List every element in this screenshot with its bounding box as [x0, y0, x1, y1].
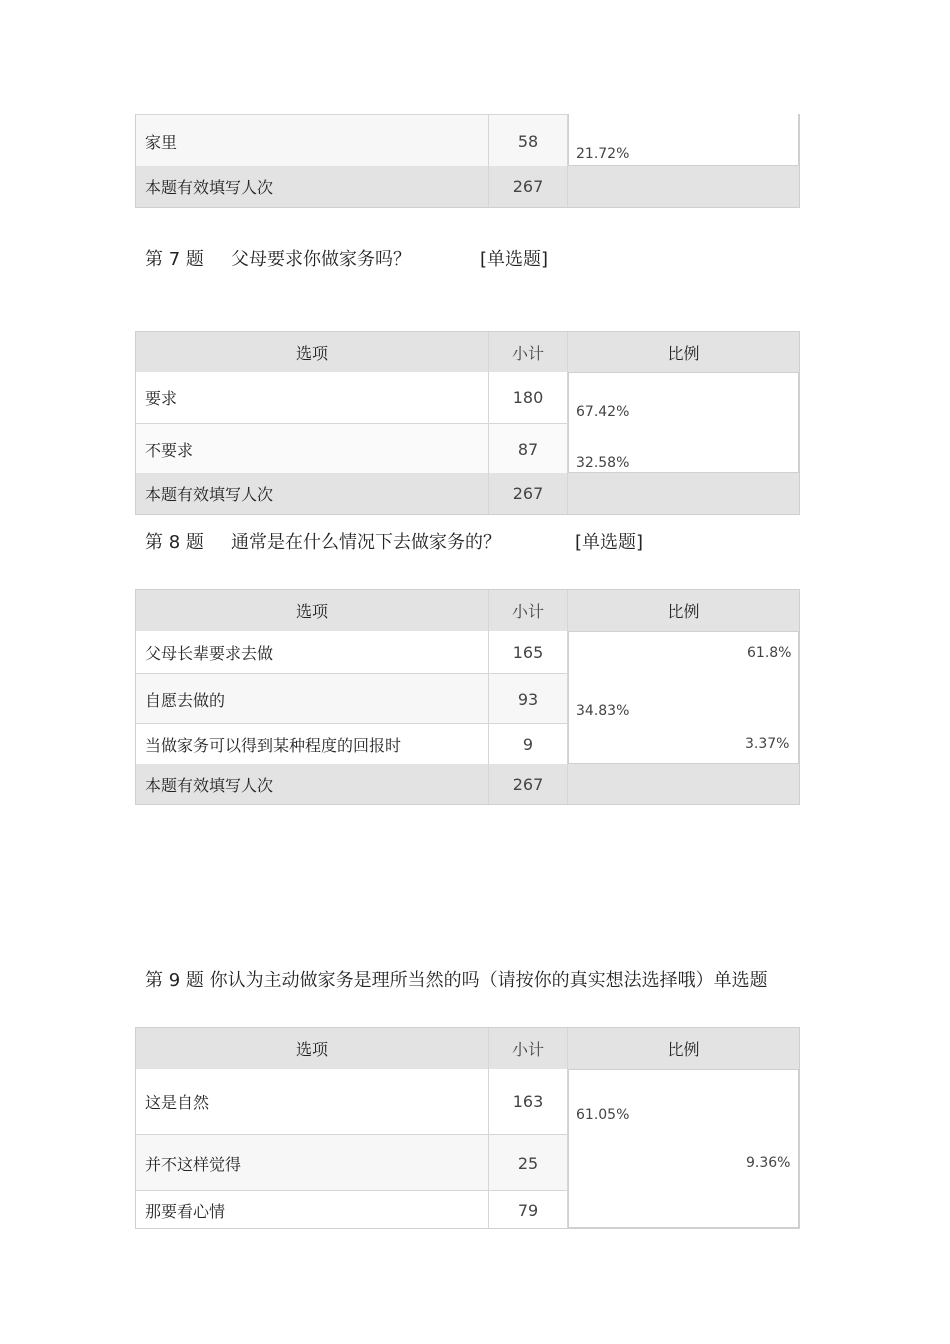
- option-count: 180: [488, 372, 568, 423]
- table-header: [136, 590, 799, 631]
- question-type: [单选题]: [575, 532, 644, 553]
- valid-label: 本题有效填写人次: [145, 775, 274, 795]
- question-text: 父母要求你做家务吗？: [231, 249, 411, 270]
- option-label: 自愿去做的: [145, 690, 226, 710]
- option-label: 父母长辈要求去做: [145, 643, 274, 663]
- option-count: 9: [488, 724, 568, 765]
- valid-count-row: [136, 473, 799, 514]
- option-count: 58: [488, 115, 568, 167]
- question-number: 第 8 题: [145, 532, 204, 553]
- header-option: 选项: [295, 602, 328, 621]
- valid-label: 本题有效填写人次: [145, 178, 274, 197]
- question-type: [单选题]: [480, 249, 549, 270]
- q9-table: [135, 1027, 800, 1229]
- option-label: 当做家务可以得到某种程度的回报时: [145, 736, 402, 755]
- header-ratio: 比例: [667, 1040, 700, 1059]
- valid-count: 267: [488, 473, 568, 514]
- option-count: 79: [488, 1191, 568, 1229]
- option-ratio: 21.72%: [576, 146, 630, 162]
- valid-count: 267: [488, 166, 568, 207]
- table-header: [136, 1028, 799, 1069]
- option-ratio: 61.05%: [576, 1107, 630, 1123]
- option-label: 家里: [145, 132, 178, 152]
- option-count: 25: [488, 1135, 568, 1191]
- question-text: 通常是在什么情况下去做家务的？: [231, 532, 501, 553]
- option-count: 165: [488, 631, 568, 673]
- valid-count: 267: [488, 764, 568, 804]
- option-label: 那要看心情: [145, 1201, 226, 1221]
- option-count: 163: [488, 1069, 568, 1134]
- option-label: 不要求: [145, 440, 194, 460]
- table-header: [136, 332, 799, 372]
- valid-label: 本题有效填写人次: [145, 485, 274, 504]
- option-label: 并不这样觉得: [145, 1154, 242, 1174]
- q8-table: [135, 589, 800, 805]
- option-label: 这是自然: [145, 1093, 210, 1112]
- option-ratio: 61.8%: [747, 645, 792, 661]
- ratio-box: [568, 1069, 799, 1228]
- header-count: 小计: [488, 1028, 568, 1069]
- header-ratio: 比例: [667, 602, 700, 621]
- option-ratio: 34.83%: [576, 703, 630, 719]
- header-ratio: 比例: [667, 343, 700, 363]
- question-title: 第 9 题 你认为主动做家务是理所当然的吗（请按你的真实想法选择哦）单选题: [145, 970, 768, 991]
- option-ratio: 32.58%: [576, 455, 630, 471]
- option-count: 87: [488, 424, 568, 474]
- option-ratio: 9.36%: [746, 1155, 791, 1171]
- option-ratio: 67.42%: [576, 404, 630, 420]
- option-ratio: 3.37%: [745, 736, 790, 752]
- q7-table: [135, 331, 800, 515]
- valid-count-row: [136, 166, 799, 207]
- header-option: 选项: [295, 343, 328, 363]
- header-option: 选项: [295, 1040, 328, 1059]
- header-count: 小计: [488, 332, 568, 372]
- question-title: [145, 245, 565, 269]
- header-count: 小计: [488, 590, 568, 631]
- valid-count-row: [136, 764, 799, 804]
- question-title: [145, 528, 655, 552]
- question-number: 第 7 题: [145, 249, 204, 270]
- q6-table-tail: [135, 114, 800, 208]
- option-count: 93: [488, 674, 568, 724]
- option-label: 要求: [145, 389, 178, 408]
